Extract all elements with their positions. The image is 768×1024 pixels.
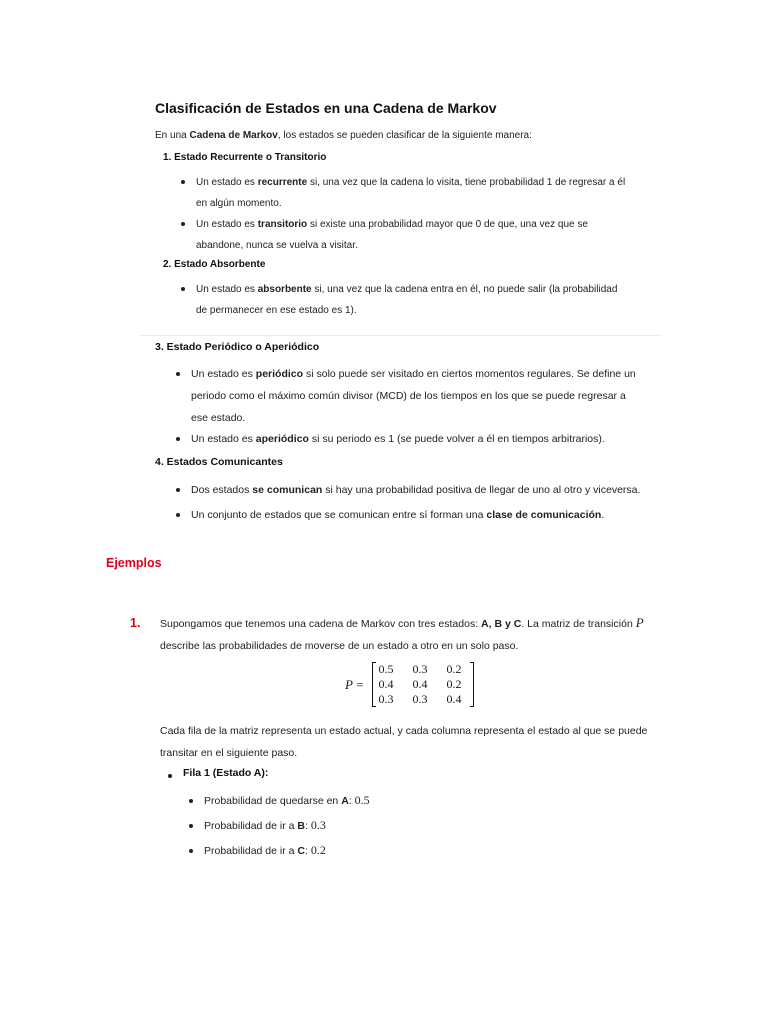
bullet-dot (176, 372, 180, 376)
bullet-transitorio (196, 214, 588, 256)
text-bold: A (341, 795, 349, 807)
text: si solo puede ser visitado en ciertos momentos regulares. Se define un (303, 368, 636, 380)
bullet-se-comunican (191, 479, 640, 501)
matrix-cell: 0.2 (446, 677, 462, 691)
intro-pre: En una (155, 130, 190, 141)
bullet-dot (189, 849, 193, 853)
text: Un estado es (196, 177, 258, 188)
text: Un estado es (191, 368, 256, 380)
text: . La matriz de transición (521, 618, 636, 630)
example-number: 1. (130, 616, 141, 630)
math-value: 0.5 (354, 793, 370, 807)
bullet-dot (181, 287, 185, 291)
bullet-dot (189, 824, 193, 828)
matrix-cell: 0.4 (446, 692, 462, 706)
text: Un estado es (191, 433, 256, 445)
bullet-aperiodico (191, 428, 605, 450)
matrix-cell: 0.5 (378, 662, 394, 676)
intro-bold: Cadena de Markov (189, 130, 278, 141)
bullet-dot (168, 774, 172, 778)
matrix-lhs (345, 677, 364, 693)
math-value: 0.2 (310, 843, 326, 857)
text: de permanecer en ese estado es 1). (196, 305, 357, 316)
page-title: Clasificación de Estados en una Cadena de Markov (155, 100, 497, 116)
text: si existe una probabilidad mayor que 0 de que, una vez que se (307, 219, 588, 230)
text: : (305, 845, 308, 857)
bullet-dot (176, 488, 180, 492)
text: abandone, nunca se vuelva a visitar. (196, 240, 358, 251)
text: Cada fila de la matriz representa un estado actual, y cada columna representa el estado al que se puede (160, 725, 648, 737)
heading-periodico: 3. Estado Periódico o Aperiódico (155, 341, 320, 353)
text: : (348, 795, 352, 807)
text: Probabilidad de ir a (204, 845, 298, 857)
matrix-cell: 0.3 (378, 692, 394, 706)
bullet-periodico (191, 363, 636, 429)
transition-matrix (345, 662, 474, 707)
text: Un estado es (196, 219, 258, 230)
sub-item-a (204, 789, 370, 812)
text-bold: aperiódico (255, 433, 309, 445)
matrix-cell: 0.4 (412, 677, 428, 691)
fila1-heading: Fila 1 (Estado A): (183, 767, 269, 779)
text-bold: clase de comunicación (486, 509, 602, 521)
text: si, una vez que la cadena entra en él, no puede salir (la probabilidad (311, 284, 618, 295)
text: ese estado. (191, 412, 246, 424)
matrix-var: P (345, 676, 353, 692)
text: en algún momento. (196, 198, 282, 209)
bullet-dot (176, 513, 180, 517)
text: periodo como el máximo común divisor (MCD) de los tiempos en los que se puede regresar a (191, 390, 626, 402)
equals-sign: = (356, 676, 364, 692)
text: Un estado es (196, 284, 258, 295)
matrix-cell: 0.2 (446, 662, 462, 676)
text-bold: B (297, 820, 305, 832)
text: Un conjunto de estados que se comunican entre sí forman una (191, 509, 487, 521)
bullet-recurrente (196, 172, 625, 214)
ejemplos-heading: Ejemplos (106, 556, 162, 570)
matrix-cell: 0.3 (412, 662, 428, 676)
matrix-body (372, 662, 474, 707)
matrix-cell: 0.3 (412, 692, 428, 706)
sub-item-c (204, 839, 326, 862)
text: Dos estados (191, 484, 253, 496)
bullet-clase-comunicacion (191, 504, 604, 526)
text: Probabilidad de ir a (204, 820, 298, 832)
text: transitar en el siguiente paso. (160, 747, 298, 759)
text-bold: transitorio (257, 219, 308, 230)
text: Probabilidad de quedarse en (204, 795, 342, 807)
text-bold: absorbente (257, 284, 312, 295)
text: : (305, 820, 308, 832)
text-bold: C (297, 845, 305, 857)
example-paragraph-2 (160, 720, 647, 764)
text-bold: A, B y C (481, 618, 522, 630)
intro-post: , los estados se pueden clasificar de la siguiente manera: (277, 130, 532, 141)
heading-recurrente-transitorio: 1. Estado Recurrente o Transitorio (163, 152, 327, 163)
text-bold: recurrente (257, 177, 308, 188)
heading-absorbente: 2. Estado Absorbente (163, 259, 266, 270)
text: . (601, 509, 605, 521)
matrix-cell: 0.4 (378, 677, 394, 691)
math-var: P (635, 615, 644, 630)
bullet-dot (181, 222, 185, 226)
bullet-dot (189, 799, 193, 803)
matrix-row (379, 677, 467, 692)
intro-paragraph (155, 125, 532, 146)
bullet-dot (181, 180, 185, 184)
text: describe las probabilidades de moverse de un estado a otro en un solo paso. (160, 640, 519, 652)
text: si su periodo es 1 (se puede volver a él en tiempos arbitrarios). (308, 433, 605, 445)
bullet-dot (176, 437, 180, 441)
heading-comunicantes: 4. Estados Comunicantes (155, 456, 283, 468)
math-value: 0.3 (310, 818, 326, 832)
text: si hay una probabilidad positiva de llegar de uno al otro y viceversa. (322, 484, 641, 496)
bullet-absorbente (196, 279, 617, 321)
text: si, una vez que la cadena lo visita, tiene probabilidad 1 de regresar a él (307, 177, 626, 188)
section-divider (140, 335, 662, 336)
text-bold: se comunican (252, 484, 323, 496)
sub-item-b (204, 814, 326, 837)
text: Supongamos que tenemos una cadena de Markov con tres estados: (160, 618, 482, 630)
example-paragraph-1 (160, 612, 644, 657)
matrix-row (379, 692, 467, 707)
text-bold: periódico (255, 368, 304, 380)
matrix-row (379, 662, 467, 677)
